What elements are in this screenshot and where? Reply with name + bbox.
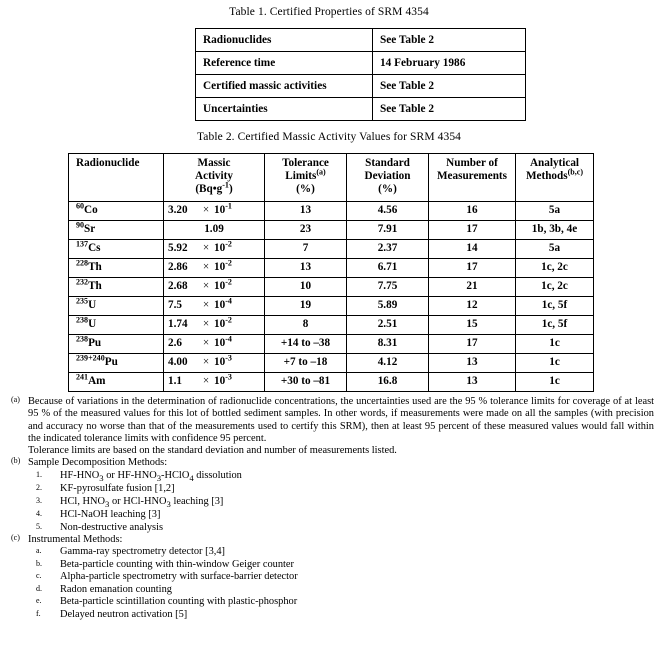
table-1-value: See Table 2 <box>373 98 526 121</box>
cell-analytical-methods: 5a <box>516 239 594 258</box>
footnote-ref-a: (a) <box>316 167 326 177</box>
footnote-b <box>8 457 654 534</box>
table-row <box>69 220 594 239</box>
cell-number-of-measurements: 13 <box>429 372 516 391</box>
cell-massic-activity <box>164 353 265 372</box>
cell-massic-activity <box>164 201 265 220</box>
cell-tolerance-limits: +30 to –81 <box>265 372 347 391</box>
cell-number-of-measurements: 17 <box>429 334 516 353</box>
activity-power-of-ten <box>214 201 232 217</box>
list-item-label: d. <box>36 583 42 593</box>
cell-analytical-methods: 1c <box>516 334 594 353</box>
header-line: Measurements <box>436 170 507 183</box>
cell-massic-activity <box>164 220 265 239</box>
activity-coefficient: 2.86 <box>168 261 188 274</box>
cell-standard-deviation: 7.75 <box>347 277 429 296</box>
table-2-massic-activity-values <box>68 153 594 392</box>
power-base: 10 <box>214 242 226 255</box>
cell-tolerance-limits: 10 <box>265 277 347 296</box>
cell-standard-deviation: 4.12 <box>347 353 429 372</box>
header-line: Massic <box>197 157 231 169</box>
massic-activity-value <box>168 315 260 331</box>
table-row <box>69 372 594 391</box>
header-line: Number of <box>446 157 498 169</box>
cell-tolerance-limits: 7 <box>265 239 347 258</box>
activity-coefficient: 1.74 <box>168 318 188 331</box>
cell-number-of-measurements: 13 <box>429 353 516 372</box>
header-unit-close: ) <box>228 183 233 196</box>
power-base: 10 <box>214 356 226 369</box>
instrumental-method-item <box>8 584 654 596</box>
table-1-key: Certified massic activities <box>196 75 373 98</box>
cell-analytical-methods: 1b, 3b, 4e <box>516 220 594 239</box>
header-line: Tolerance <box>282 157 329 169</box>
cell-massic-activity <box>164 334 265 353</box>
list-item-label: b. <box>36 558 42 568</box>
list-item-label: a. <box>36 546 42 556</box>
nuclide-element-symbol: Pu <box>88 337 102 350</box>
multiplication-sign: × <box>202 299 210 312</box>
header-line: Limits <box>285 170 317 183</box>
header-tolerance-limits <box>265 154 347 202</box>
cell-standard-deviation: 4.56 <box>347 201 429 220</box>
footnote-c-title: Instrumental Methods: <box>28 534 123 546</box>
cell-tolerance-limits: 13 <box>265 258 347 277</box>
cell-radionuclide <box>69 277 164 296</box>
table-row <box>69 239 594 258</box>
list-item-text: Beta-particle counting with thin-window Geiger counter <box>60 558 295 570</box>
nuclide-mass-number: 232 <box>76 277 89 287</box>
cell-number-of-measurements: 12 <box>429 296 516 315</box>
cell-standard-deviation: 8.31 <box>347 334 429 353</box>
nuclide-element-symbol: Th <box>88 261 102 274</box>
cell-tolerance-limits: 13 <box>265 201 347 220</box>
cell-standard-deviation: 2.37 <box>347 239 429 258</box>
power-exponent: -4 <box>225 334 232 344</box>
cell-radionuclide <box>69 315 164 334</box>
cell-standard-deviation: 16.8 <box>347 372 429 391</box>
activity-coefficient: 1.1 <box>168 375 182 388</box>
list-item-text: Delayed neutron activation [5] <box>60 608 188 620</box>
list-item-label: 4. <box>36 509 42 519</box>
footnote-b-title: Sample Decomposition Methods: <box>28 457 168 469</box>
footnote-b-heading <box>8 457 654 469</box>
multiplication-sign: × <box>202 337 210 350</box>
multiplication-sign: × <box>202 280 210 293</box>
massic-activity-value <box>168 334 260 350</box>
nuclide-mass-number: 238 <box>76 334 89 344</box>
header-massic-activity <box>164 154 265 202</box>
nuclide-mass-number: 228 <box>76 258 89 268</box>
list-item-label: f. <box>36 608 41 618</box>
cell-number-of-measurements: 17 <box>429 258 516 277</box>
multiplication-sign: × <box>202 204 210 217</box>
header-unit <box>195 180 233 196</box>
header-number-of-measurements <box>429 154 516 202</box>
table-1-certified-properties <box>195 28 526 121</box>
massic-activity-value: 1.09 <box>204 223 224 236</box>
massic-activity-value <box>168 201 260 217</box>
cell-number-of-measurements: 16 <box>429 201 516 220</box>
footnote-a-marker: (a) <box>11 395 20 404</box>
activity-power-of-ten <box>214 334 232 350</box>
cell-radionuclide <box>69 220 164 239</box>
header-line: Deviation <box>364 170 411 183</box>
cell-tolerance-limits: 8 <box>265 315 347 334</box>
table-row <box>196 29 526 52</box>
decomposition-method-item <box>8 509 654 521</box>
cell-standard-deviation: 7.91 <box>347 220 429 239</box>
power-exponent: -1 <box>225 201 232 211</box>
cell-number-of-measurements: 17 <box>429 220 516 239</box>
multiplication-sign: × <box>202 375 210 388</box>
cell-massic-activity <box>164 315 265 334</box>
cell-massic-activity <box>164 277 265 296</box>
table-1-key: Radionuclides <box>196 29 373 52</box>
header-analytical-methods <box>516 154 594 202</box>
header-line: Standard <box>365 157 410 169</box>
table-1-key: Uncertainties <box>196 98 373 121</box>
power-base: 10 <box>214 375 226 388</box>
cell-number-of-measurements: 21 <box>429 277 516 296</box>
power-exponent: -2 <box>225 239 232 249</box>
cell-tolerance-limits: 19 <box>265 296 347 315</box>
instrumental-method-item <box>8 596 654 608</box>
cell-analytical-methods: 1c, 5f <box>516 296 594 315</box>
activity-power-of-ten <box>214 372 232 388</box>
cell-tolerance-limits: +7 to –18 <box>265 353 347 372</box>
instrumental-method-item <box>8 559 654 571</box>
list-item-label: 5. <box>36 521 42 531</box>
power-base: 10 <box>214 337 226 350</box>
cell-tolerance-limits: 23 <box>265 220 347 239</box>
nuclide-mass-number: 238 <box>76 315 89 325</box>
cell-analytical-methods: 1c <box>516 353 594 372</box>
cell-standard-deviation: 5.89 <box>347 296 429 315</box>
nuclide-element-symbol: U <box>88 299 97 312</box>
power-base: 10 <box>214 280 226 293</box>
table-2-header <box>69 154 594 202</box>
table-row <box>69 277 594 296</box>
cell-analytical-methods: 1c, 2c <box>516 277 594 296</box>
table-1-key: Reference time <box>196 52 373 75</box>
list-item-text: HCl, $HNO_3$ or HCl-$HNO_3$ leaching [3] <box>60 495 224 509</box>
table-row <box>69 315 594 334</box>
activity-coefficient: 5.92 <box>168 242 188 255</box>
activity-coefficient: 3.20 <box>168 204 188 217</box>
power-base: 10 <box>214 299 226 312</box>
massic-activity-value <box>168 277 260 293</box>
activity-coefficient: 7.5 <box>168 299 182 312</box>
nuclide-mass-number: 235 <box>76 296 89 306</box>
power-base: 10 <box>214 204 226 217</box>
cell-radionuclide <box>69 201 164 220</box>
power-exponent: -2 <box>225 315 232 325</box>
nuclide-mass-number: 60 <box>76 201 85 211</box>
cell-tolerance-limits: +14 to –38 <box>265 334 347 353</box>
table-1-value: See Table 2 <box>373 75 526 98</box>
table-row <box>196 52 526 75</box>
power-exponent: -2 <box>225 258 232 268</box>
decomposition-method-item <box>8 522 654 534</box>
list-item-text: Beta-particle scintillation counting with plastic-phosphor <box>60 596 298 608</box>
header-standard-deviation <box>347 154 429 202</box>
list-item-label: c. <box>36 571 42 581</box>
footnote-a <box>8 396 654 457</box>
table-row <box>69 296 594 315</box>
activity-power-of-ten <box>214 258 232 274</box>
activity-power-of-ten <box>214 315 232 331</box>
nuclide-element-symbol: Co <box>84 204 98 217</box>
table-1-value: 14 February 1986 <box>373 52 526 75</box>
table-1-value: See Table 2 <box>373 29 526 52</box>
cell-massic-activity <box>164 296 265 315</box>
power-base: 10 <box>214 261 226 274</box>
list-item-label: 2. <box>36 483 42 493</box>
activity-power-of-ten <box>214 296 232 312</box>
table-row <box>196 75 526 98</box>
nuclide-element-symbol: Cs <box>88 242 101 255</box>
power-exponent: -4 <box>225 296 232 306</box>
cell-standard-deviation: 2.51 <box>347 315 429 334</box>
footnote-c <box>8 534 654 621</box>
cell-massic-activity <box>164 372 265 391</box>
list-item-text: HCl-NaOH leaching [3] <box>60 509 161 521</box>
cell-analytical-methods: 1c, 2c <box>516 258 594 277</box>
power-base: 10 <box>214 318 226 331</box>
cell-massic-activity <box>164 258 265 277</box>
list-item-label: 3. <box>36 495 42 505</box>
nuclide-element-symbol: Th <box>88 280 102 293</box>
header-line: Analytical <box>529 157 580 169</box>
table-row <box>69 258 594 277</box>
header-line: (%) <box>378 183 397 196</box>
cell-number-of-measurements: 15 <box>429 315 516 334</box>
multiplication-sign: × <box>202 261 210 274</box>
multiplication-sign: × <box>202 356 210 369</box>
activity-coefficient: 4.00 <box>168 356 188 369</box>
table-2-body <box>69 201 594 391</box>
multiplication-sign: × <box>202 242 210 255</box>
list-item-label: 1. <box>36 469 42 479</box>
nuclide-mass-number: 137 <box>76 239 89 249</box>
header-unit-exponent: -1 <box>222 180 229 190</box>
table-row <box>69 201 594 220</box>
instrumental-method-item <box>8 571 654 583</box>
table-row <box>196 98 526 121</box>
footnote-b-marker: (b) <box>11 456 21 466</box>
cell-radionuclide <box>69 296 164 315</box>
nuclide-element-symbol: Am <box>88 375 106 388</box>
list-item-text: Alpha-particle spectrometry with surface-barrier detector <box>60 571 298 583</box>
table-row <box>69 334 594 353</box>
massic-activity-value <box>168 239 260 255</box>
cell-radionuclide <box>69 334 164 353</box>
instrumental-method-item <box>8 546 654 558</box>
nuclide-element-symbol: Pu <box>104 356 118 369</box>
power-exponent: -2 <box>225 277 232 287</box>
footnote-a-text-tail: Tolerance limits are based on the standard deviation and number of measurements listed. <box>28 445 397 457</box>
footnote-c-marker: (c) <box>11 533 20 543</box>
massic-activity-value <box>168 353 260 369</box>
footnote-c-heading <box>8 534 654 546</box>
nuclide-element-symbol: Sr <box>84 223 96 236</box>
cell-radionuclide <box>69 372 164 391</box>
cell-standard-deviation: 6.71 <box>347 258 429 277</box>
decomposition-method-item <box>8 470 654 483</box>
activity-power-of-ten <box>214 239 232 255</box>
nuclide-mass-number: 241 <box>76 372 89 382</box>
list-item-text: Non-destructive analysis <box>60 521 164 533</box>
nuclide-mass-number: 239+240 <box>76 353 105 363</box>
footnotes-section <box>8 396 654 621</box>
list-item-text: Gamma-ray spectrometry detector [3,4] <box>60 546 226 558</box>
list-item-text: KF-pyrosulfate fusion [1,2] <box>60 483 175 495</box>
activity-power-of-ten <box>214 277 232 293</box>
list-item-text: Radon emanation counting <box>60 583 172 595</box>
cell-analytical-methods: 5a <box>516 201 594 220</box>
activity-power-of-ten <box>214 353 232 369</box>
cell-radionuclide <box>69 353 164 372</box>
header-unit-base: (Bq•g <box>195 183 223 196</box>
power-exponent: -3 <box>225 372 232 382</box>
multiplication-sign: × <box>202 318 210 331</box>
header-radionuclide: Radionuclide <box>69 154 164 202</box>
footnote-c-list <box>8 546 654 621</box>
activity-coefficient: 2.68 <box>168 280 188 293</box>
instrumental-method-item <box>8 609 654 621</box>
table-1-body <box>196 29 526 121</box>
cell-radionuclide <box>69 258 164 277</box>
header-line: (%) <box>296 183 315 196</box>
cell-massic-activity <box>164 239 265 258</box>
table-1-caption: Table 1. Certified Properties of SRM 4354 <box>229 6 429 18</box>
list-item-label: e. <box>36 596 42 606</box>
header-line: Activity <box>195 170 233 183</box>
table-row <box>69 353 594 372</box>
table-2-caption: Table 2. Certified Massic Activity Values for SRM 4354 <box>196 131 462 143</box>
power-exponent: -3 <box>225 353 232 363</box>
footnote-a-text: Because of variations in the determination of radionuclide concentrations, the uncertainties used are the 95 % tolerance limits for coverage of at least 95 % of the measured values for this lot of bottled sediment samples. In other words, if measurements were made on all the samples (with precision and accuracy no worse than that of the measurements used to certify this SRM), then at least 95 percent of these measured values would fall within the indicated tolerance limits with confidence 95 percent. <box>28 396 654 444</box>
decomposition-method-item <box>8 483 654 495</box>
list-item-text: $HF-HNO_3$ or $HF-HNO_3-HClO_4$ dissolution <box>60 469 242 483</box>
table-2-header-row <box>69 154 594 202</box>
massic-activity-value <box>168 372 260 388</box>
cell-analytical-methods: 1c, 5f <box>516 315 594 334</box>
cell-number-of-measurements: 14 <box>429 239 516 258</box>
nuclide-mass-number: 90 <box>76 220 85 230</box>
massic-activity-value <box>168 258 260 274</box>
cell-analytical-methods: 1c <box>516 372 594 391</box>
footnote-ref-bc: (b,c) <box>567 167 584 177</box>
nuclide-element-symbol: U <box>88 318 97 331</box>
massic-activity-value <box>168 296 260 312</box>
footnote-b-list <box>8 470 654 534</box>
activity-coefficient: 2.6 <box>168 337 182 350</box>
decomposition-method-item <box>8 496 654 509</box>
header-line: Methods <box>525 170 568 183</box>
cell-radionuclide <box>69 239 164 258</box>
